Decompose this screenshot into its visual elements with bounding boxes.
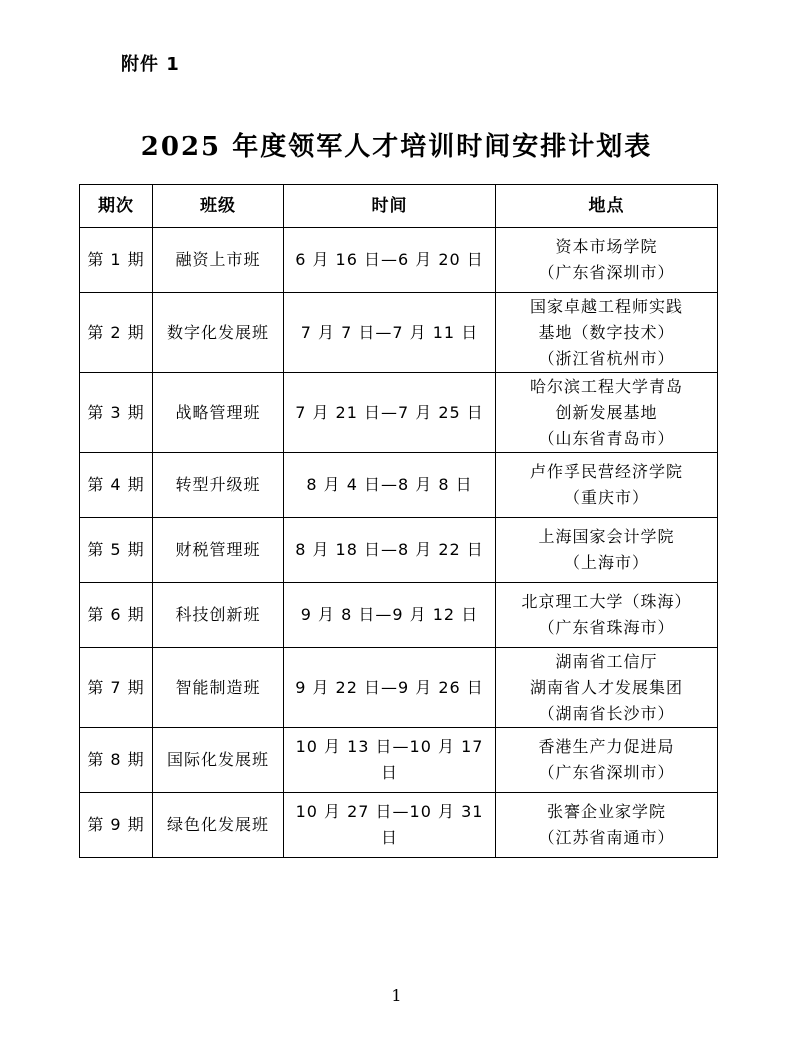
class-cell: 财税管理班 xyxy=(153,518,284,583)
location-line: 卢作孚民营经济学院 xyxy=(529,462,683,481)
location-cell xyxy=(496,648,718,728)
header-location: 地点 xyxy=(496,185,718,228)
location-line: （山东省青岛市） xyxy=(538,428,675,448)
location-line: 国家卓越工程师实践 xyxy=(529,296,683,316)
class-cell: 科技创新班 xyxy=(153,583,284,648)
time-cell: 8 月 18 日—8 月 22 日 xyxy=(284,518,496,583)
table-row xyxy=(80,583,718,648)
location-line: 哈尔滨工程大学青岛 xyxy=(529,376,683,396)
period-cell: 第 4 期 xyxy=(80,453,153,518)
location-line: （广东省深圳市） xyxy=(538,263,675,282)
period-cell: 第 3 期 xyxy=(80,373,153,453)
period-cell: 第 8 期 xyxy=(80,728,153,793)
location-line: 北京理工大学（珠海） xyxy=(521,592,692,611)
class-cell: 国际化发展班 xyxy=(153,728,284,793)
location-line: （重庆市） xyxy=(563,488,649,507)
time-cell: 8 月 4 日—8 月 8 日 xyxy=(284,453,496,518)
table-header-row xyxy=(80,185,718,228)
class-cell: 绿色化发展班 xyxy=(153,793,284,858)
table-row xyxy=(80,453,718,518)
location-line: （湖南省长沙市） xyxy=(538,703,675,723)
location-cell xyxy=(496,793,718,858)
location-line: （上海市） xyxy=(563,553,649,572)
class-cell: 融资上市班 xyxy=(153,228,284,293)
location-line: 资本市场学院 xyxy=(555,237,658,256)
table-row xyxy=(80,373,718,453)
header-class: 班级 xyxy=(153,185,284,228)
location-line: 基地（数字技术） xyxy=(538,322,675,342)
table-row xyxy=(80,518,718,583)
location-line: （广东省珠海市） xyxy=(538,618,675,637)
time-cell: 10 月 13 日—10 月 17 日 xyxy=(284,728,496,793)
location-line: （广东省深圳市） xyxy=(538,763,675,782)
class-cell: 数字化发展班 xyxy=(153,293,284,373)
class-cell: 智能制造班 xyxy=(153,648,284,728)
table-row xyxy=(80,728,718,793)
location-line: 张謇企业家学院 xyxy=(546,802,666,821)
period-cell: 第 6 期 xyxy=(80,583,153,648)
time-cell: 7 月 21 日—7 月 25 日 xyxy=(284,373,496,453)
time-cell: 7 月 7 日—7 月 11 日 xyxy=(284,293,496,373)
class-cell: 转型升级班 xyxy=(153,453,284,518)
period-cell: 第 9 期 xyxy=(80,793,153,858)
table-row xyxy=(80,793,718,858)
location-cell xyxy=(496,453,718,518)
time-cell: 9 月 8 日—9 月 12 日 xyxy=(284,583,496,648)
location-line: 湖南省人才发展集团 xyxy=(529,677,683,697)
period-cell: 第 1 期 xyxy=(80,228,153,293)
location-cell xyxy=(496,583,718,648)
time-cell: 9 月 22 日—9 月 26 日 xyxy=(284,648,496,728)
table-row xyxy=(80,648,718,728)
header-period: 期次 xyxy=(80,185,153,228)
table-row xyxy=(80,293,718,373)
location-line: （浙江省杭州市） xyxy=(538,348,675,368)
period-cell: 第 5 期 xyxy=(80,518,153,583)
location-cell xyxy=(496,373,718,453)
document-title: 2025 年度领军人才培训时间安排计划表 xyxy=(140,132,653,162)
location-line: 香港生产力促进局 xyxy=(538,737,675,756)
time-cell: 10 月 27 日—10 月 31 日 xyxy=(284,793,496,858)
class-cell: 战略管理班 xyxy=(153,373,284,453)
location-line: （江苏省南通市） xyxy=(538,828,675,847)
period-cell: 第 2 期 xyxy=(80,293,153,373)
location-cell xyxy=(496,518,718,583)
time-cell: 6 月 16 日—6 月 20 日 xyxy=(284,228,496,293)
location-line: 湖南省工信厅 xyxy=(555,651,658,671)
page-number: 1 xyxy=(391,986,402,1005)
header-time: 时间 xyxy=(284,185,496,228)
location-line: 上海国家会计学院 xyxy=(538,527,675,546)
attachment-label: 附件 1 xyxy=(121,54,180,75)
table-row xyxy=(80,228,718,293)
location-cell xyxy=(496,293,718,373)
location-cell xyxy=(496,228,718,293)
period-cell: 第 7 期 xyxy=(80,648,153,728)
location-cell xyxy=(496,728,718,793)
location-line: 创新发展基地 xyxy=(555,402,658,422)
schedule-table xyxy=(79,184,718,858)
